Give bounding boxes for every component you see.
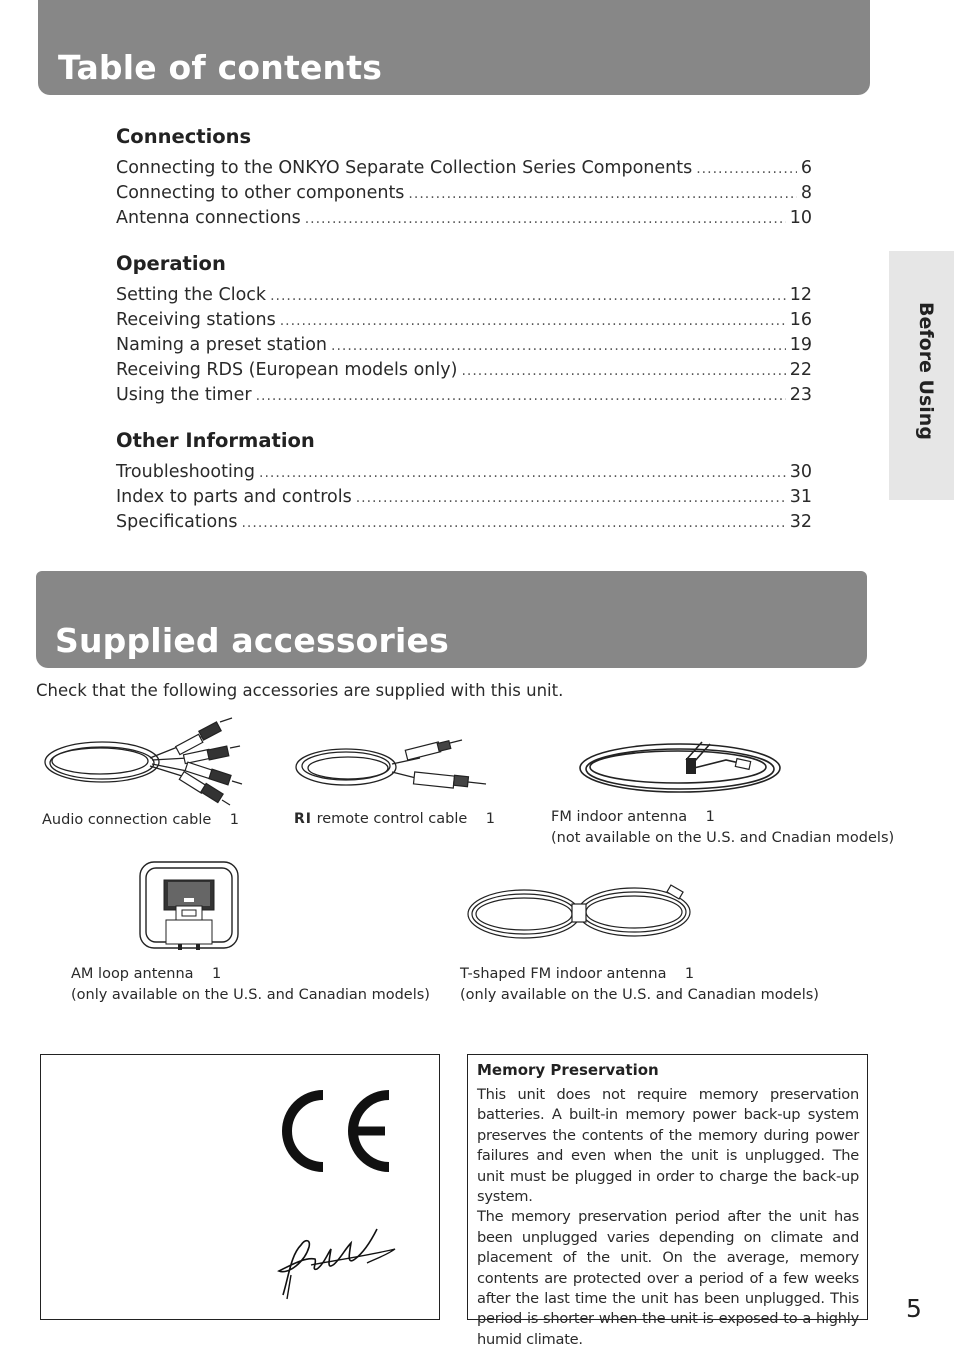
toc-leader — [461, 363, 785, 379]
toc-section-other-information — [116, 429, 812, 537]
toc-entry[interactable] — [116, 285, 812, 310]
toc-entry-page: 12 — [789, 285, 812, 305]
toc-leader — [408, 186, 796, 202]
accessory-name: remote control cable — [316, 811, 468, 827]
toc-entry-title: Naming a preset station — [116, 335, 327, 355]
accessory-name: Audio connection cable — [42, 812, 212, 828]
accessory-caption — [460, 964, 819, 1006]
accessory-name: FM indoor antenna — [551, 809, 688, 825]
toc-entry-title: Troubleshooting — [116, 462, 256, 482]
side-tab-label: Before Using — [915, 302, 937, 440]
toc-title: Table of contents — [58, 48, 383, 87]
ce-declaration-box — [40, 1054, 440, 1320]
toc-entry[interactable] — [116, 512, 812, 537]
memory-preservation-box — [467, 1054, 868, 1348]
toc-entry[interactable] — [116, 183, 812, 208]
accessory-note: (only available on the U.S. and Canadian models) — [460, 987, 819, 1003]
toc-entry-title: Antenna connections — [116, 208, 301, 228]
toc-section-operation — [116, 252, 812, 410]
accessory-caption — [42, 810, 239, 831]
accessory-note: (only available on the U.S. and Canadian models) — [71, 987, 430, 1003]
toc-entry[interactable] — [116, 360, 812, 385]
toc-leader — [331, 338, 786, 354]
memory-heading: Memory Preservation — [477, 1061, 659, 1079]
toc-leader — [256, 388, 786, 404]
toc-entry-title: Receiving RDS (European models only) — [116, 360, 458, 380]
toc-entry-title: Connecting to other components — [116, 183, 405, 203]
accessories-header-banner — [36, 571, 867, 668]
toc-leader — [270, 288, 786, 304]
toc-entry[interactable] — [116, 487, 812, 512]
accessory-quantity: 1 — [705, 809, 715, 825]
toc-section-connections — [116, 125, 812, 233]
page-number: 5 — [906, 1294, 922, 1323]
memory-paragraph: This unit does not require memory preservation batteries. A built-in memory power back-up system preserves the contents of the memory during power failures and even when the unit is unplugged. The unit must be plugged in order to charge the back-up system. — [477, 1086, 859, 1206]
ce-mark-logo — [271, 1085, 395, 1177]
toc-entry-title: Setting the Clock — [116, 285, 267, 305]
toc-section-heading: Other Information — [116, 429, 315, 452]
toc-entry-page: 10 — [789, 208, 812, 228]
accessories-title: Supplied accessories — [55, 621, 449, 660]
toc-entry-title: Receiving stations — [116, 310, 276, 330]
t-antenna-illustration — [466, 880, 694, 946]
cable-tie — [686, 758, 696, 774]
toc-entry[interactable] — [116, 310, 812, 335]
toc-entry-page: 6 — [800, 158, 812, 178]
toc-entry-page: 22 — [789, 360, 812, 380]
toc-entry-page: 8 — [800, 183, 812, 203]
toc-leader — [696, 161, 797, 177]
memory-paragraph: The memory preservation period after the unit has been unplugged varies depending on climate and placement of the unit. On the average, memory contents are protected over a period of a few weeks after the last time the unit has been unplugged. This period is shorter when the unit is exposed to a highly humid climate. — [477, 1208, 859, 1348]
accessory-caption — [71, 964, 430, 1006]
accessory-name: AM loop antenna — [71, 966, 194, 982]
fm-wire-antenna-illustration — [576, 738, 786, 800]
accessory-note: (not available on the U.S. and Cnadian models) — [551, 830, 895, 846]
toc-section-heading: Operation — [116, 252, 226, 275]
toc-entry-title: Connecting to the ONKYO Separate Collection Series Components — [116, 158, 693, 178]
accessory-caption — [551, 807, 894, 849]
toc-leader — [259, 465, 786, 481]
rca-cable-illustration — [40, 716, 250, 808]
toc-entry-title: Index to parts and controls — [116, 487, 352, 507]
toc-entry-page: 23 — [789, 385, 812, 405]
accessory-quantity: 1 — [684, 966, 695, 982]
accessory-caption — [294, 809, 495, 830]
toc-entry-page: 31 — [789, 487, 812, 507]
toc-entry[interactable] — [116, 335, 812, 360]
accessory-quantity: 1 — [485, 811, 495, 827]
toc-entry-page: 32 — [789, 512, 812, 532]
toc-entry-title: Specifications — [116, 512, 238, 532]
toc-entry[interactable] — [116, 208, 812, 233]
toc-leader — [280, 313, 786, 329]
signature-image — [271, 1225, 401, 1301]
toc-section-heading: Connections — [116, 125, 252, 148]
accessory-name: T-shaped FM indoor antenna — [460, 966, 667, 982]
toc-leader — [356, 490, 786, 506]
accessories-intro: Check that the following accessories are supplied with this unit. — [36, 681, 564, 700]
toc-entry-page: 19 — [789, 335, 812, 355]
toc-leader — [241, 515, 785, 531]
toc-header-banner — [38, 0, 870, 95]
toc-leader — [305, 211, 786, 227]
toc-entry-page: 16 — [789, 310, 812, 330]
toc-entry-page: 30 — [789, 462, 812, 482]
ri-logo-icon: RI — [294, 811, 312, 827]
accessory-quantity: 1 — [229, 812, 240, 828]
toc-entry[interactable] — [116, 462, 812, 487]
mini-plug-cable-illustration — [294, 738, 494, 800]
toc-entry[interactable] — [116, 158, 812, 183]
toc-entry[interactable] — [116, 385, 812, 410]
toc-entry-title: Using the timer — [116, 385, 252, 405]
section-side-tab — [889, 251, 954, 500]
accessory-quantity: 1 — [212, 966, 222, 982]
am-loop-antenna-illustration — [138, 860, 242, 952]
